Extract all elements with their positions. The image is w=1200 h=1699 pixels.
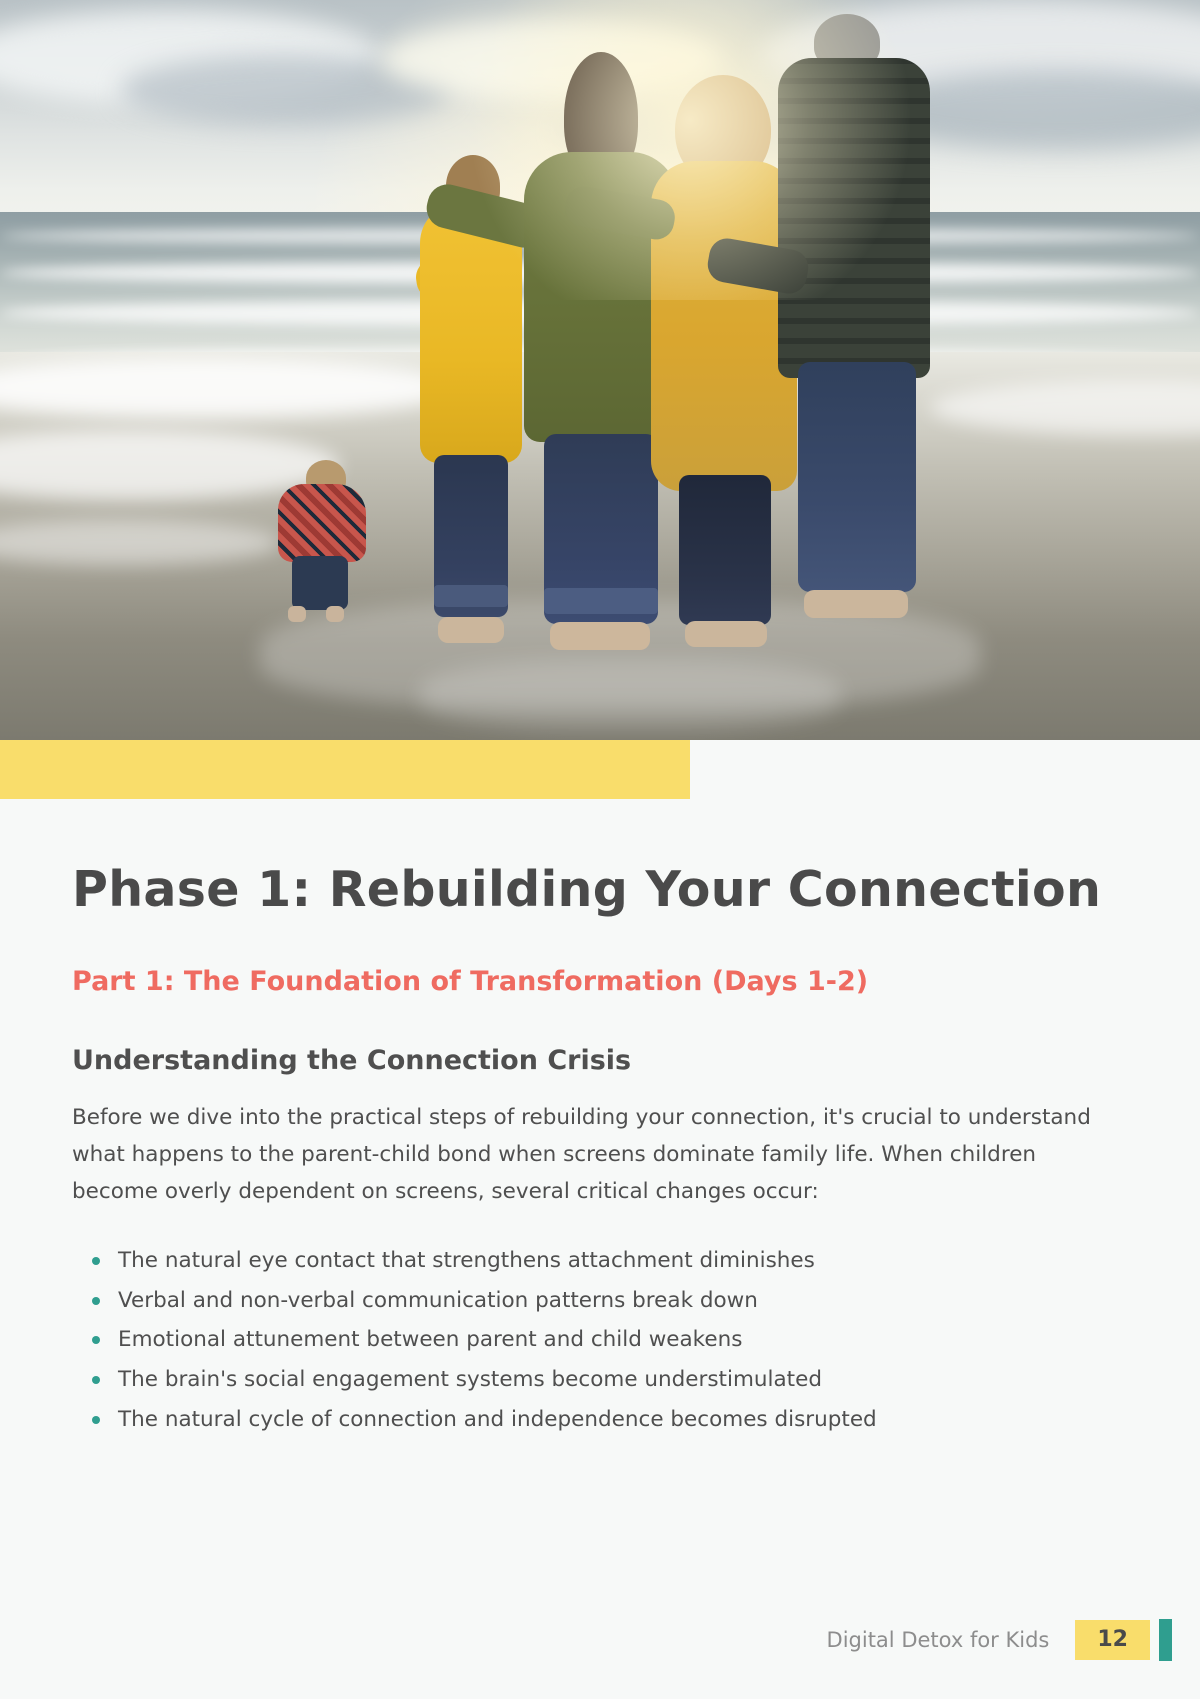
foot [326, 606, 344, 622]
jeans-cuff [434, 585, 508, 607]
footer-book-title: Digital Detox for Kids [826, 1628, 1050, 1652]
jeans [798, 362, 916, 592]
sand-reflection [420, 660, 840, 730]
list-item: The natural cycle of connection and independence becomes disrupted [118, 1402, 1128, 1439]
plaid-jacket [278, 484, 366, 562]
jeans-cuff [544, 588, 658, 614]
body-paragraph: Before we dive into the practical steps of rebuilding your connection, it's crucial to understand what happens to the parent-child bond when screens dominate family life. When children become overly dependent on screens, several critical changes occur: [72, 1104, 1091, 1204]
jeans [292, 556, 348, 610]
bullet-list [72, 1243, 1128, 1440]
hero-image [0, 0, 1200, 740]
bare-feet [550, 622, 650, 650]
foot [288, 606, 306, 622]
list-item: The brain's social engagement systems become understimulated [118, 1362, 1128, 1399]
bare-feet [804, 590, 908, 618]
section-subtitle: Part 1: The Foundation of Transformation (Days 1-2) [72, 965, 869, 997]
jeans [679, 475, 771, 625]
list-item: The natural eye contact that strengthens attachment diminishes [118, 1243, 1128, 1280]
page-number: 12 [1075, 1620, 1150, 1660]
father-figure [778, 14, 938, 644]
list-item: Verbal and non-verbal communication patterns break down [118, 1283, 1128, 1320]
section-heading: Understanding the Connection Crisis [72, 1044, 632, 1076]
bare-feet [438, 617, 504, 643]
plaid-shirt [778, 58, 930, 378]
list-item: Emotional attunement between parent and child weakens [118, 1322, 1128, 1359]
page-footer [827, 1619, 1200, 1661]
yellow-accent-bar [0, 740, 690, 799]
footer-accent-mark [1159, 1619, 1172, 1661]
page-title: Phase 1: Rebuilding Your Connection [72, 861, 1102, 918]
child-crouching-figure [268, 460, 373, 625]
bare-feet [685, 621, 767, 647]
content-area [0, 799, 1200, 1699]
